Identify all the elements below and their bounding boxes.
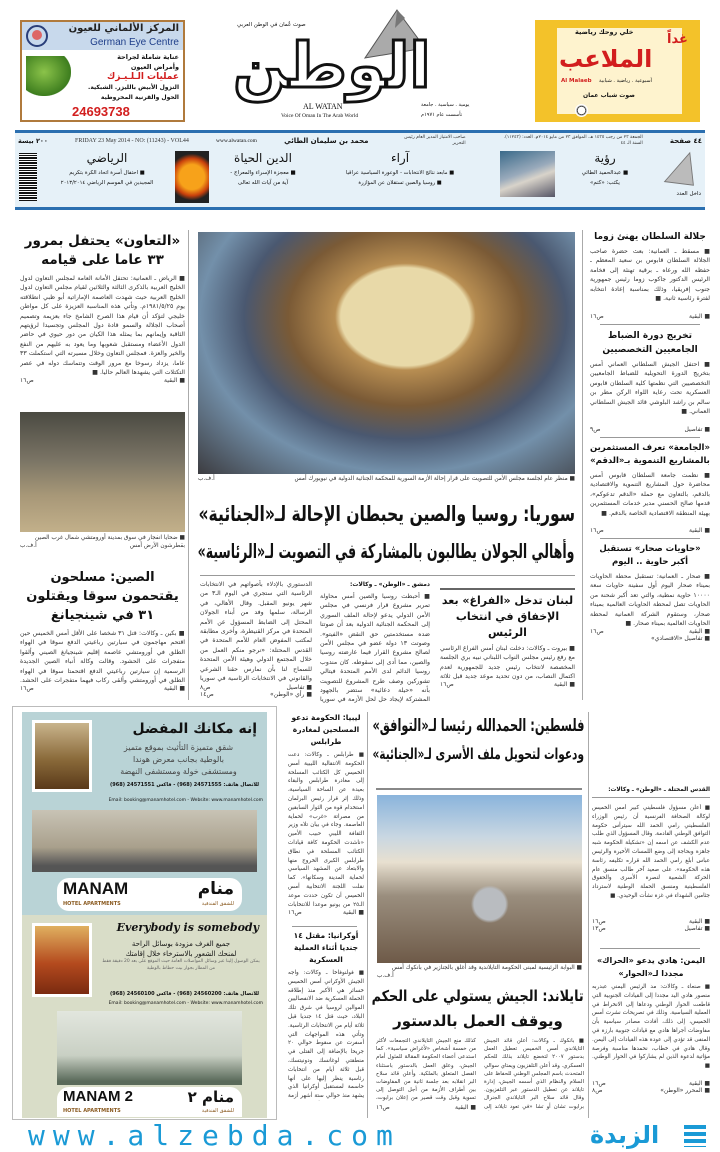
ad-headline: إنه مكانك المفضل	[132, 721, 257, 737]
headline: «الجامعة» تعرف المستثمرين بالمشاريع التنموية بـ«الدقم»	[590, 443, 710, 466]
headline: «التعاون» يحتفل بمرور ٣٣ عاما على قيامه	[24, 233, 181, 268]
divider	[600, 324, 700, 325]
story-body: ■ الرياض ـ العمانية: تحتفل الأمانة العامة لمجلس التعاون لدول الخليج العربية بالذكرى الثالثة والثلاثين لقيام مجلس التعاون لدول الخليج العربية حيث شهدت العاصمة الإماراتية أبو ظبي انطلاقته يوم ١٩٨١/٥/٢٥م. وتأتي هذه المناسبة العزيزة على كل مواطن خليجي لتؤكد أن قيام هذا الصرح الشامخ جاء بعزيمة وتصميم أصحاب الجلالة والسمو قادة دول المجلس وتجسيدا لرؤيتهم الثاقبة وإيمانهم بما يمثله هذا الكيان من دور حيوي في حاضر الدول الأعضاء ومستقبل شعوبها وما يعود به عليهم من النفع والخير والعزة. فمجلس التعاون وخلال مسيرته التي استكملت ٣٣ عاما، يزداد رسوخا مع مرور الوقت وتتماسك دوله في عصر التكتلات التي يشهدها العالم حاليا. ■	[20, 275, 185, 377]
hotel-building-photo	[32, 810, 257, 872]
ad-line: لمنحك الشعور بالاسترخاء خلال إقامتك	[125, 950, 237, 958]
ad-german-eye-centre[interactable]	[20, 20, 185, 122]
page-ref: ص١٦	[590, 527, 604, 534]
hotel-building-photo	[57, 1011, 242, 1085]
page-ref: ص١٦	[20, 377, 34, 384]
teaser-section: الرياضي	[86, 151, 128, 165]
brand-ar-sub: للشقق الفندقية	[201, 901, 234, 907]
leaf-graphic	[26, 56, 71, 96]
story-body: ■ بكين ـ وكالات: قتل ٣١ شخصا على الأقل أمس الخميس حين اقتحم مهاجمون في سيارتين رباعيتي الدفع سوقا في الهواء الطلق في أورومتشي عاصمة إقليم شينجيانغ الصيني وألقوا متفجرات على الحشود. وقالت وكالة أنباء الصين الجديدة الرسمية إن سيارتين رباعيتي الدفع اقتحمتا سوقا في الهواء الطلق في أورومتشي وألقى ركاب فيهما متفجرات على الحشد.	[20, 630, 185, 685]
thailand-headline[interactable]	[372, 984, 584, 1034]
more-link[interactable]	[376, 1104, 476, 1111]
ad-line: النزول الأبيض بالليزر. الشبكية.	[88, 84, 179, 91]
ad-email: Email: booking@manamhotel.com - Website: www.manamhotel.com	[108, 1001, 263, 1006]
ad-line: ومستشفى خولة ومستشفى النهضة	[120, 767, 237, 776]
teaser-line: ■ مابعد نتائج الانتخابات - الوعورة السياسية عراقيا	[345, 170, 455, 176]
headline-line: ودعوات لتحويل ملف الأسرى لـ«الجنائية»	[372, 745, 584, 763]
info-bar-top-row	[18, 134, 702, 148]
teaser-line: ■ معجزة الإسراء والمعراج -	[230, 170, 296, 176]
teaser-line: المجيدين في الموسم الرياضي ٢٠١٣/٢٠١٤	[60, 180, 154, 186]
publisher-label: صاحب الامتياز المدير العام رئيس التحرير	[404, 135, 466, 146]
teaser-line: ■ احتفال أسرة اتحاد الكرة بتكريم	[69, 170, 145, 176]
more-link[interactable]	[592, 1087, 710, 1094]
story-body: ■ بانكوك ـ وكالات: أعلن قائد الجيش التايلاندي أمس الخميس تعطيل العمل بدستور ٢٠٠٧ لتخضع تايلاند بذلك للحكم العسكري. وقد أعلن التلفزيون ويمتاي سوالي المتحدث باسم المجلس الوطني للحفاظ على السلام والنظام الذي أسسه الجيش، إدارة تايلاند عن تعطيل الدستور عبر التلفزيون. وقال قائد سلاح البر التايلاندي الجنرال برايوت تشان أو تشا «في تعود تايلاند إلى	[484, 1038, 584, 1110]
teaser-religion[interactable]	[215, 151, 311, 187]
ad-email: Email: booking@manamhotel.com - Website: www.manamhotel.com	[108, 798, 263, 803]
headline: «حاويات صحار» تستقبل أكبر حاوية .. اليوم	[599, 544, 701, 567]
page-ref: ص٩	[590, 426, 601, 433]
brand-ar-sub: للشقق الفندقية	[201, 1108, 234, 1114]
photo-un-security-council	[198, 232, 575, 474]
page-ref: ص١٣	[592, 925, 606, 932]
tagline-ar: صوت عُمان في الوطن العربي	[237, 22, 306, 28]
more-link[interactable]	[592, 925, 710, 932]
watermark-bars-icon	[684, 1125, 706, 1147]
headline-line: وأهالي الجولان يطالبون بالمشاركة في التصويت لـ«الرئاسية»	[198, 540, 575, 563]
photo-caption: ■ منظر عام لجلسة مجلس الأمن للتصويت على قرار إحالة الأزمة السورية للمحكمة الجنائية الدولية في نيويورك أمس	[294, 476, 575, 482]
more-label: ■ البقية	[164, 685, 185, 692]
founded: تأسست عام ١٩٧١م	[421, 112, 463, 118]
more-label: ■ البقية	[343, 909, 364, 916]
story-body: ■ طرابلس ـ وكالات: دعت الحكومة الانتقالية الليبية أمس الخميس كل الكتائب المسلحة إلى مغادرة طرابلس والبقاء بعيدة عن الساحة السياسية، وذلك إثر قرار رئيس البرلمان استخدام قوة من الثوار السابقين من مصراتة «غرب» لحماية العاصمة. وجاء في بيان تلاه وزير الثقافة الليبي حبيب الأمين «ناشدت الحكومة كافة قيادات الكتائب المسلحة في نطاق طرابلس الكبرى الخروج منها والابتعاد عن المشهد السياسي لحماية المدينة وسكانها». كما نقلت اللجنة الانتخابية أمس الخميس أن تكون حددت موعد الـ٢٥ من يونيو موعدا للانتخابات	[288, 752, 364, 908]
desc-ar: يومية . سياسية . جامعة	[421, 102, 470, 108]
headline: تخريج دورة الضباط الجامعيين التخصصيين	[602, 331, 698, 355]
brand-ar: منام ٢	[187, 1088, 234, 1106]
teaser-section: رؤية	[594, 151, 616, 165]
story-body: ■ أعلن مسؤول فلسطيني كبير أمس الخميس لوكالة الصحافة الفرنسية أن رئيس الوزراء الفلسطيني رامي الحمد الله سيترأس حكومة التوافق الوطني القادمة. وقال المسؤول الذي طلب عدم الكشف عن اسمه إن «تشكيلة الحكومة شبه جاهزة وبحاجة إلى وضع اللمسات الأخيرة والرئيس عباس أبلغ رامي الحمد الله قراره تكليفه رئاسة هذه الحكومة». على صعيد آخر طالب منسق عام الحركة الشعبية لنصرة الأسرى والحقوق الفلسطينية ومنسق الحملة الوطنية لاسترداد جثامين الشهداء في غزة نشأت الوحيدي. ■	[592, 805, 710, 899]
story-palestine[interactable]	[592, 786, 710, 932]
masthead-logo	[225, 8, 485, 120]
story-body: ■ بيروت ـ وكالات: دخلت لبنان أمس الفراغ الرئاسي مع رفع رئيس مجلس النواب اللبناني نبيه بري الجلسة المخصصة لانتخاب رئيس جديد للجمهورية لعدم اكتمال النصاب، من دون تحديد موعد جديد قبل ثلاثة	[440, 645, 575, 681]
more-label: ■ البقية	[689, 313, 710, 320]
divider	[292, 926, 357, 927]
more-label: ■ البقية	[689, 527, 710, 534]
teaser-section: آراء	[390, 151, 410, 165]
photo-credit: أ.ف.ب	[20, 543, 37, 549]
brief-duqm[interactable]	[590, 442, 710, 534]
photo-credit: أ.ف.ب	[377, 972, 394, 979]
story-body: ■ مسقط ـ العمانية: بعث حضرة صاحب الجلالة السلطان قابوس بن سعيد المعظم ـ حفظه الله ورعاه ـ برقية تهنئة إلى فخامة الرئيس الدكتور جاكوب زوما رئيس جمهورية جنوب إفريقيا، وذلك بمناسبة إعادة انتخابه لفترة رئاسية ثانية. ■	[590, 248, 710, 303]
more-link[interactable]	[440, 681, 575, 688]
ad-manam-2[interactable]	[22, 915, 267, 1118]
page-ref: ص١٦	[440, 681, 454, 688]
ad-top: خلي روحك رياضية	[575, 28, 634, 36]
story-body: ■ أحبطت روسيا والصين أمس محاولة تمرير مشروع قرار فرنسي في مجلس الأمن الدولي يدعو لإحالة الملف السوري إلى المحكمة الجنائية الدولية بعد أن صوتتا ضده مستخدمتين حق النقض «الفيتو». وصوتت ١٣ دولة عضو في مجلس الأمن لصالح مشروع القرار فيما عارضته روسيا والصين، مما أدى إلى سقوطه. كان مندوب روسيا الدائم لدى الأمم المتحدة فيتالي تشوركين وصف طرح المشروع للتصويت بأنه «حيلة دعائية» ستضر بالجهود المشتركة لإيجاد حل لحل الأزمة في سوريا	[320, 593, 430, 704]
more-link[interactable]	[590, 527, 710, 534]
main-headline[interactable]	[198, 495, 575, 571]
story-body: ■ احتفل الجيش السلطاني العماني أمس بتخريج الدورة التحويلية للضباط الجامعيين التخصصيين التي نظمتها كلية السلطان قابوس العسكرية تحت رعاية اللواء الركن مطر بن سالم بن راشد البلوشي قائد الجيش السلطاني العماني. ■	[590, 361, 710, 416]
more-link[interactable]	[20, 685, 185, 692]
ad-title-en: German Eye Centre	[90, 37, 179, 48]
headline: اليمن: هادي يدعو «الحراك» مجددا لـ«الحوار»	[596, 956, 706, 978]
teaser-araa[interactable]	[315, 151, 485, 187]
sunset-bird-photo	[175, 151, 209, 203]
column-divider	[367, 712, 368, 1118]
page-ref: ص١٦	[376, 1104, 390, 1111]
more-label: ■ البقية	[689, 1080, 710, 1087]
teaser-sports[interactable]	[41, 151, 173, 187]
headline: جلالة السلطان يهنئ زوما	[594, 232, 706, 242]
watermark-logo: الزبدة	[590, 1121, 660, 1149]
ad-ghadan: غداً	[667, 32, 688, 47]
logo-en: AL WATAN	[303, 102, 343, 111]
ad-line: وأمراض العيون	[130, 62, 179, 71]
page-ref: ص١٦	[592, 1080, 606, 1087]
brief-sultan[interactable]	[590, 230, 710, 320]
manam2-brand	[57, 1087, 242, 1117]
ad-line: جميع الغرف مزودة بوسائل الراحة	[131, 940, 231, 948]
ad-sub: أسبوعية . رياضية . شبابية	[599, 78, 652, 84]
ad-line: بالوطية بجانب معرض هوندا	[132, 755, 225, 764]
ad-line: الحول والقرنية المخروطية	[100, 93, 179, 101]
headline-line: ويوقف العمل بالدستور	[393, 1012, 563, 1030]
ad-manam-1[interactable]	[22, 712, 267, 915]
sofa-photo	[32, 720, 92, 792]
watermark-url: www.alzebda.com	[28, 1119, 401, 1152]
brand-en: MANAM 2	[63, 1088, 133, 1105]
dateline: القدس المحتلة ـ «الوطن» ـ وكالات:	[592, 786, 710, 798]
more-label: ■ تفاصيل	[684, 925, 710, 932]
photo-urumqi-blast	[20, 412, 185, 532]
inside-label: داخل العدد	[676, 191, 701, 197]
more-label: ■ البقية	[455, 1104, 476, 1111]
more-link[interactable]	[288, 909, 364, 916]
more-label: ■ تفاصيل «الاقتصادي»	[651, 635, 710, 642]
page-ref: ص١٦	[592, 918, 606, 925]
ad-title-ar: المركز الألماني للعيون	[68, 23, 179, 34]
brief-sohar[interactable]	[590, 543, 710, 642]
more-link[interactable]	[592, 1080, 710, 1087]
more-link[interactable]	[590, 628, 710, 635]
teaser-line: آية من آيات الله تعالى	[237, 180, 289, 186]
photo-caption: ■ ضحايا انفجار في سوق بمدينة أورومتشي شمال غرب الصين بقطرشون الأرض أمس	[34, 535, 185, 549]
date-en: FRIDAY 23 May 2014 - NO: (11243) - VOL44	[75, 138, 189, 144]
page-ref: ص٨	[200, 684, 211, 691]
column-divider	[582, 230, 583, 700]
page-ref: ص١٤	[200, 691, 214, 698]
headline: أوكرانيا: مقتل ١٤ جنديا أثناء العملية العسكرية	[293, 931, 359, 964]
teaser-section: الدين الحياة	[234, 151, 292, 165]
ad-contact: للاتصال هاتف: 24560200 (968) - فاكس 24560100 (968)	[110, 991, 259, 997]
more-label: ■ البقية	[689, 918, 710, 925]
page-ref: ص٨	[592, 1087, 603, 1094]
photo-caption: ■ البوابة الرئيسية لمبنى الحكومة التايلاندية وقد أغلق بالجنازير في بانكوك أمس	[391, 965, 582, 971]
price: ٢٠٠ بيسة	[18, 137, 48, 145]
publisher: محمد بن سليمان الطائي	[284, 137, 369, 145]
more-link[interactable]	[590, 635, 710, 642]
brief-officers[interactable]	[590, 329, 710, 433]
headline-line: سوريا: روسيا والصين يحبطان الإحالة لـ«الجنائية»	[198, 502, 575, 526]
page-count: ٤٤ صفحة	[669, 137, 702, 145]
sail-icon	[661, 151, 697, 187]
ad-contact: للاتصال هاتف: 24571555 (968) - فاكس 24571551 (968)	[110, 782, 259, 788]
divider	[600, 437, 700, 438]
football-icon	[575, 104, 588, 117]
story-gcc[interactable]	[20, 232, 185, 384]
date-ar: الجمعة ٢٣ من رجب ١٤٣٥ هـ. الموافق ٢٣ من مايو ٢٠١٤م. العدد: (١١٢٤٣). السنة الـ ٤٤	[503, 135, 643, 146]
story-body: ■ نظمت جامعة السلطان قابوس أمس محاضرة حول المشاريع التنموية والاقتصادية بالدقم، بالتعاون مع حملة «الدقم تدعوكم»، قدمها صالح الحسني مدير خدمات المستثمرين بهيئة المنطقة الاقتصادية الخاصة بالدقم. ■	[590, 472, 710, 517]
ad-phone: 24693738	[72, 104, 130, 119]
divider	[200, 575, 575, 576]
more-link[interactable]	[200, 691, 312, 698]
ad-al-malaeb[interactable]	[535, 20, 700, 122]
story-body: ■ صنعاء ـ وكالات: مد الرئيس اليمني عبدربه منصور هادي اليد مجددا إلى القيادات الجنوبية التي قاطعت الحوار الوطني ودعاها إلى الانخراط في العملية السياسية. وذلك في تصريحات نشرت أمس الخميس، إلى ذلك، أفادت مصادر سياسية بأن مفاوضات أجراها هادي مع قيادات جنوبية بارزة في المنفى قد تؤدي إلى عودة هذه القيادات إلى اليمن. وقال هادي في خطاب، نحمدها مناسبة وفرصة مؤاتية لدعوة الذين لم يشاركوا في الحوار الوطني. ■	[592, 984, 710, 1070]
story-lebanon[interactable]	[440, 580, 575, 688]
page-ref: ص١٦	[590, 313, 604, 320]
ad-headline: Everybody is somebody	[116, 921, 259, 934]
more-label: ■ المحرر «الوطن»	[660, 1087, 710, 1094]
more-label: ■ البقية	[554, 681, 575, 688]
story-body: كذلك منع الجيش التايلاندي التجمعات لأكثر من خمسة أشخاص «لأغراض سياسية». كما استدعى أعضاء الحكومة المقالة للمثول أمام الجيش، وعلق العمل بالدستور باستثناء الفصل المتعلق بالملكية. وأعلن قائد سلاح البر انقلابه بعد جلسة ثانية من المفاوضات بين أطراف الأزمة من أجل التوصل إلى تسوية وقبل وقت قصير من إعلان برايوت،	[376, 1038, 476, 1102]
story-body: ■ صحار ـ العمانية: تستقبل محطة الحاويات بميناء صحار اليوم أول سفينة حاويات سعة ١٠٠٠٠ حاوية نمطية، والتي تعد أكبر شحنة من الحاويات تصل لمحطة الحاويات العالمية بميناء صحار، وستقوم الشركة العمانية لمحطة الحاويات العالمية بميناء صحار. ■	[590, 573, 710, 628]
story-yemen[interactable]	[592, 954, 710, 1094]
headline: الصين: مسلحون يقتحمون سوقا ويقتلون ٣١ في شينجيانغ	[26, 570, 179, 623]
photo-thai-gate-chained	[377, 795, 582, 963]
more-link[interactable]	[592, 918, 710, 925]
story-body: الدستوري بالإدلاء بأصواتهم في الانتخابات الرئاسية التي ستجري في اليوم الـ٣ من شهر يونيو المقبل. وقال الأهالي، في الرسالة، سلمها وفد من أبناء الجولان المحتل إلى الضابط المسؤول عن الأمم المتحدة في مركز القنيطرة، وأخرى مطابقة لمكتب المفوض العام للأمم المتحدة في القدس المحتلة: «نرجو منكم العمل من خلال المجتمع الدولي وهيئة الأمن المتحدة للسماح لنا بأن نمارس حقنا الشرعي والقانوني في الانتخابات الرئاسية في سوريا	[200, 581, 312, 683]
divider	[600, 538, 700, 539]
story-ukraine[interactable]	[288, 930, 364, 1101]
headline: ليبيا: الحكومة تدعو المسلحين لمغادرة طرابلس	[291, 713, 361, 746]
divider	[376, 788, 582, 790]
headline-line: فلسطين: الحمدالله رئيسا لـ«التوافق»	[371, 716, 585, 736]
story-libya[interactable]	[288, 712, 364, 916]
story-body: ■ فولنوفاخا ـ وكالات: واجه الجيش الأوكراني أمس الخميس خسائر هي الأكبر منذ إطلاقه الحملة العسكرية ضد الانفصاليين الموالين لروسيا في شرق تلك البلاد، حيث قتل ١٤ جنديا قبل ثلاثة أيام من الانتخابات الرئاسية. وتأتي هذه المواجهات التي أسفرت عن سقوط حوالي ٢٠ جريحا بالإضافة إلى القتلى في منطقتي لوغانسك ودونيتسك، قبل ثلاثة أيام من انتخابات رئاسية ينظر إليها على أنها حاسمة لمستقبل أوكرانيا الذي يشهد منذ حوالي ستة أشهر أزمة	[288, 970, 364, 1100]
photo-credit: أ.ف.ب	[198, 476, 215, 482]
manam-brand	[57, 878, 242, 911]
dateline: دمشق ـ «الوطن» ـ وكالات:	[349, 581, 430, 588]
ad-brand-ar: الملاعب	[559, 45, 653, 73]
page-ref: ص١٦	[288, 909, 302, 916]
info-bar	[15, 130, 705, 210]
more-link[interactable]	[200, 684, 312, 691]
ad-brand-en: Al Malaeb	[561, 78, 592, 84]
brand-sub: HOTEL APARTMENTS	[63, 1108, 121, 1114]
teaser-line: ■ روسيا والصين تستقلان عن المؤازرة	[358, 180, 442, 186]
ad-line: عناية شاملة لجراحة	[117, 53, 179, 61]
more-link[interactable]	[590, 426, 710, 433]
teaser-roya[interactable]	[565, 151, 645, 187]
more-link[interactable]	[590, 313, 710, 320]
eye-icon	[26, 25, 48, 47]
divider	[600, 948, 700, 949]
right-briefs	[590, 230, 710, 642]
bedroom-photo	[32, 923, 92, 997]
headline: لبنان تدخل «الفراغ» بعد الإخفاق في انتخاب الرئيس	[441, 594, 574, 639]
brand-en: MANAM	[63, 879, 129, 898]
teaser-line: ■ عبدالحميد الطائي	[581, 170, 629, 176]
logo-ar: الوطن	[233, 29, 431, 102]
brand-ar: منام	[197, 879, 234, 899]
story-china[interactable]	[20, 568, 185, 692]
more-label: ■ تفاصيل	[286, 684, 312, 691]
headline-line: تايلاند: الجيش يستولي على الحكم	[371, 987, 585, 1005]
ad-line: شقق متميزة التأثيث بموقع متميز	[123, 743, 234, 752]
more-link[interactable]	[20, 377, 185, 384]
column-divider	[588, 712, 589, 1118]
more-label: ■ البقية	[164, 377, 185, 384]
more-label: ■ البقية	[689, 628, 710, 635]
barcode	[19, 153, 37, 201]
columnist-photo	[500, 151, 555, 197]
more-label: ■ رأي «الوطن»	[269, 691, 312, 698]
ad-bottom: صوت شباب عمان	[583, 92, 635, 99]
more-label: ■ تفاصيل	[684, 426, 710, 433]
palestine-headline[interactable]	[372, 712, 584, 768]
tagline-en: Voice Of Oman In The Arab World	[281, 113, 359, 119]
ad-line: يمكن الوصول إلينا عبر وسائل المواصلات العامة حيث الموقع على بعد 20 دقيقة فقط من المطار بجوار بيت حطاط بالوطية	[102, 959, 260, 971]
ad-lasik: عمليات الـلـيـزك	[107, 72, 179, 82]
page-ref: ص١٦	[590, 628, 604, 635]
column-divider	[188, 230, 189, 700]
website-link[interactable]: www.alwatan.com	[216, 138, 257, 144]
teaser-line: يكتب: «كتم»	[590, 180, 620, 186]
brand-sub: HOTEL APARTMENTS	[63, 901, 121, 907]
page-ref: ص١٦	[20, 685, 34, 692]
